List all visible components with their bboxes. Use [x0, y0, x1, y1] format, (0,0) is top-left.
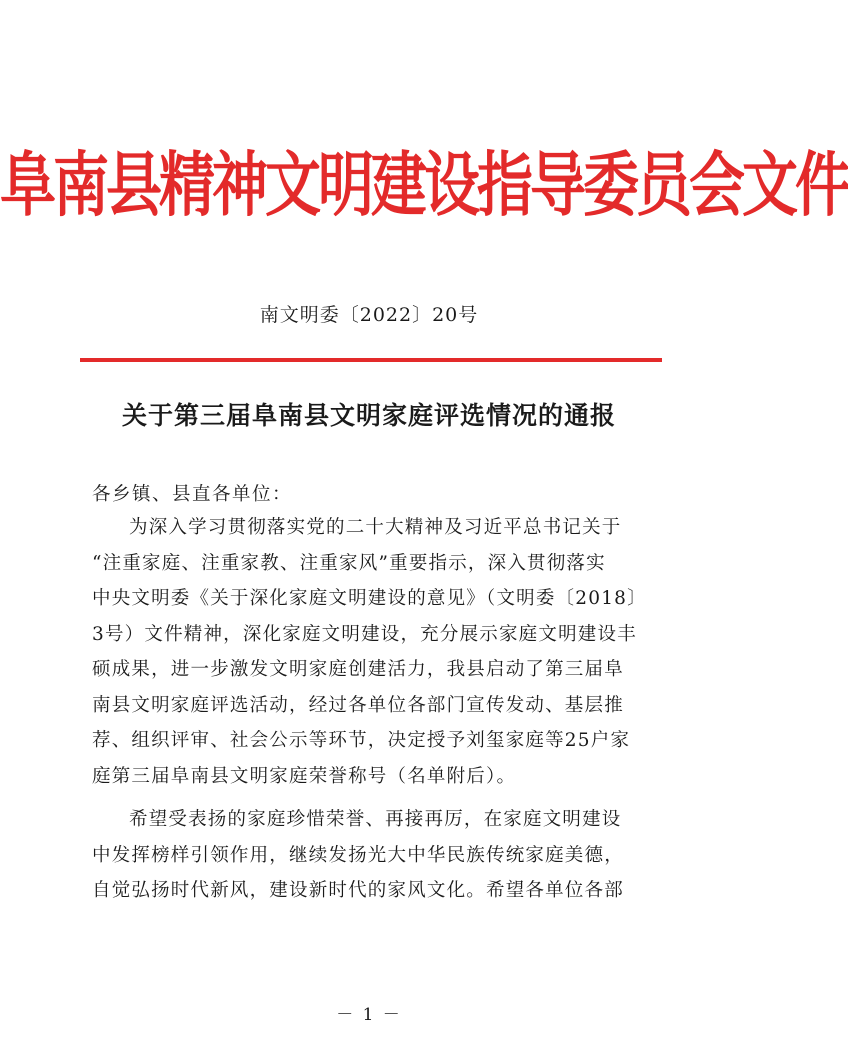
document-subject-title: 关于第三届阜南县文明家庭评选情况的通报 [121, 401, 616, 430]
body-line: 3号）文件精神，深化家庭文明建设，充分展示家庭文明建设丰 [92, 623, 637, 645]
body-line: 荐、组织评审、社会公示等环节，决定授予刘玺家庭等25户家 [92, 730, 631, 751]
salutation: 各乡镇、县直各单位： [92, 484, 293, 505]
body-line: 南县文明家庭评选活动，经过各单位各部门宣传发动、基层推 [92, 694, 624, 716]
body-line: 庭第三届阜南县文明家庭荣誉称号（名单附后）。 [92, 765, 517, 787]
document-number: 南文明委〔2022〕20号 [259, 304, 479, 326]
body-text [92, 510, 664, 909]
issuing-authority-header: 阜南县精神文明建设指导委员会文件 [0, 143, 848, 227]
body-line: 为深入学习贯彻落实党的二十大精神及习近平总书记关于 [129, 517, 622, 538]
body-line: 硕成果，进一步激发文明家庭创建活力，我县启动了第三届阜 [92, 659, 624, 680]
body-line: 中发挥榜样引领作用，继续发扬光大中华民族传统家庭美德， [92, 844, 624, 866]
red-separator-line [80, 358, 662, 362]
body-line: 希望受表扬的家庭珍惜荣誉、再接再厉，在家庭文明建设 [129, 809, 622, 830]
body-line: 自觉弘扬时代新风，建设新时代的家风文化。希望各单位各部 [92, 880, 624, 901]
body-line: “注重家庭、注重家教、注重家风”重要指示，深入贯彻落实 [92, 552, 606, 574]
page-number: － 1 － [336, 1005, 402, 1025]
body-line: 中央文明委《关于深化家庭文明建设的意见》（文明委〔2018〕 [92, 588, 647, 609]
